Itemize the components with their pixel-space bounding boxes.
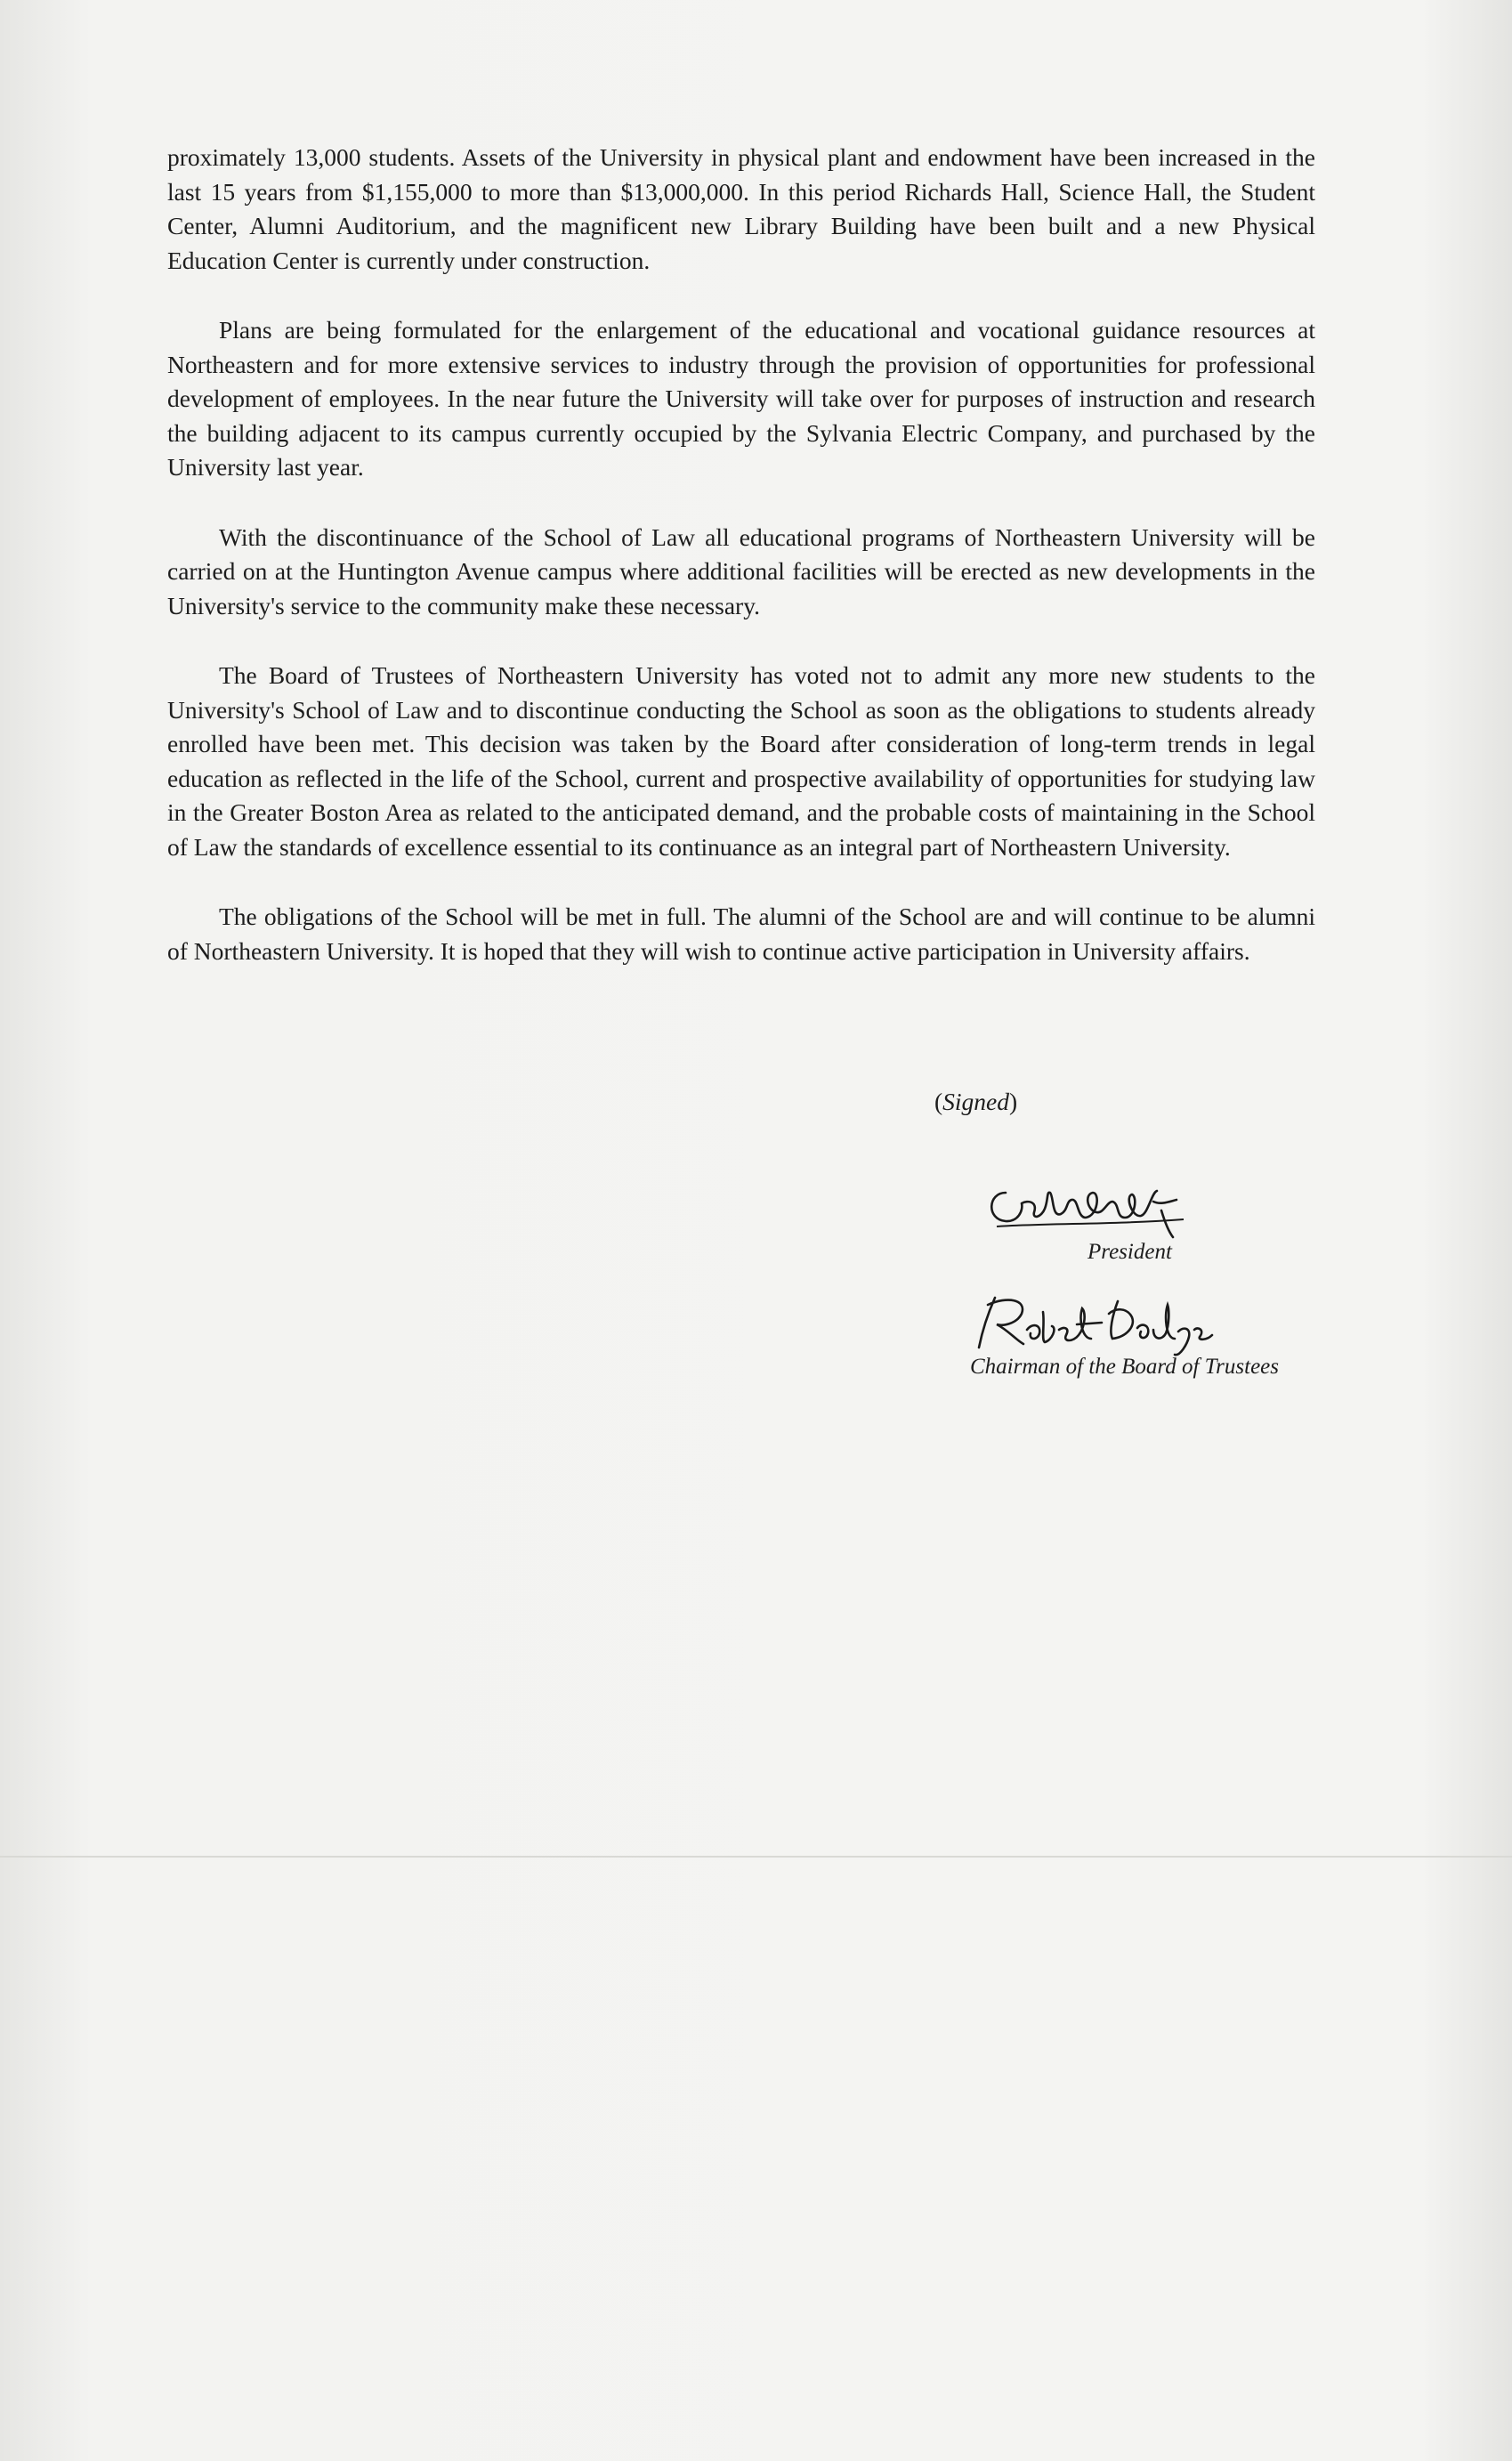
paragraph-5: The obligations of the School will be met in full. The alumni of the School are and will continue to be alumni of Northeastern University. It is hoped that they will wish to continue active participation in University affairs.: [167, 903, 1315, 965]
president-title: President: [1088, 1240, 1172, 1264]
chairman-signature-block: [952, 1289, 1326, 1380]
document-body: [167, 141, 1315, 1004]
paragraph-2: Plans are being formulated for the enlargement of the educational and vocational guidance resources at Northeastern and for more extensive services to industry through the provision of opportunities for professional development of employees. In the near future the University will take over for purposes of instruction and research the building adjacent to its campus currently occupied by the Sylvania Electric Company, and purchased by the University last year.: [167, 316, 1315, 481]
chairman-signature-image: [952, 1289, 1326, 1360]
signed-label: Signed: [942, 1088, 1010, 1115]
paper-fold-line: [0, 1856, 1512, 1858]
paragraph-3: With the discontinuance of the School of Law all educational programs of Northeastern University will be carried on at the Huntington Avenue campus where additional facilities will be erected as new developments in the University's service to the community make these necessary.: [167, 522, 1315, 619]
paragraph-1: proximately 13,000 students. Assets of the University in physical plant and endowment have been increased in the last 15 years from $1,155,000 to more than $13,000,000. In this period Richards Hall, Science Hall, the Student Center, Alumni Auditorium, and the magnificent new Library Building have been built and a new Physical Education Center is currently under construction.: [167, 143, 1315, 274]
president-signature-block: [979, 1166, 1193, 1265]
president-signature-image: [979, 1166, 1193, 1242]
chairman-title: Chairman of the Board of Trustees: [970, 1355, 1280, 1379]
signed-note: (Signed): [934, 1088, 1018, 1115]
paragraph-4: The Board of Trustees of Northeastern University has voted not to admit any more new students to the University's School of Law and to discontinue conducting the School as soon as the obligations to students already enrolled have been met. This decision was taken by the Board after consideration of long-term trends in legal education as reflected in the life of the School, current and prospective availability of opportunities for studying law in the Greater Boston Area as related to the anticipated demand, and the probable costs of maintaining in the School of Law the standards of excellence essential to its continuance as an integral part of Northeastern University.: [167, 661, 1315, 861]
